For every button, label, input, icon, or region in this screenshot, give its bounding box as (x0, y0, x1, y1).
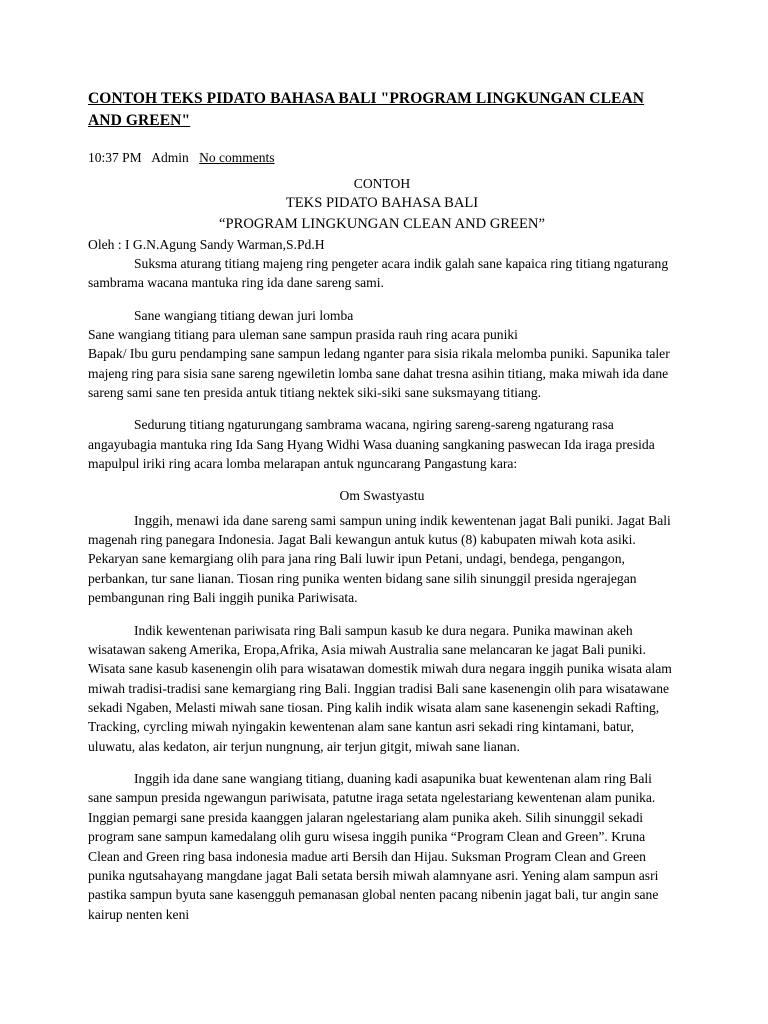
salutation-om-swastyastu: Om Swastyastu (339, 488, 425, 504)
spacer (88, 293, 676, 306)
paragraph-5: Sedurung titiang ngaturungang sambrama wacana, ngiring sareng-sareng ngaturang rasa angayubagia mantuka ring Ida Sang Hyang Widhi Wasa duaning sangkaning paswecan Ida iraga presida mapulpul iriki ring acara lomba melarapan antuk nguncarang Pangastung kara: (88, 417, 655, 472)
post-meta (88, 149, 676, 168)
heading-line-1: CONTOH (353, 175, 411, 191)
paragraph-3: Sane wangiang titiang para uleman sane sampun prasida rauh ring acara puniki (88, 326, 518, 342)
post-author: Admin (151, 149, 189, 165)
post-time: 10:37 PM (88, 149, 142, 165)
paragraph-6: Inggih, menawi ida dane sareng sami sampun uning indik kewentenan jagat Bali puniki. Jagat Bali magenah ring panegara Indonesia. Jagat Bali kewangun antuk kutus (8) kabupaten miwah kota asiki. Pekaryan sane kemargiang olih para jana ring Bali luwir ipun Petani, undagi, bendega, pengangon, perbankan, tur sane lianan. Tiosan ring punika wenten bidang sane silih sinunggil presida ngerajegan pembangunan ring Bali inggih punika Pariwisata. (88, 512, 671, 606)
paragraph-1: Suksma aturang titiang majeng ring pengeter acara indik galah sane kapaica ring titiang ngaturang sambrama wacana mantuka ring ida dane sareng sami. (88, 255, 669, 291)
page-title: CONTOH TEKS PIDATO BAHASA BALI "PROGRAM LINGKUNGAN CLEAN AND GREEN" (88, 90, 645, 130)
spacer (88, 402, 676, 415)
heading-line-2: TEKS PIDATO BAHASA BALI (285, 195, 479, 212)
comments-link[interactable]: No comments (199, 149, 275, 165)
heading-line-3: “PROGRAM LINGKUNGAN CLEAN AND GREEN” (219, 215, 545, 232)
spacer (88, 756, 676, 769)
spacer (88, 473, 676, 486)
spacer (88, 608, 676, 621)
paragraph-4: Bapak/ Ibu guru pendamping sane sampun ledang nganter para sisia rikala melomba puniki. Sapunika taler majeng ring para sisia sane sareng ngewiletin lomba sane dahat tresna asihin titiang, maka miwah ida dane sareng sami sane ten presida antuk titiang nektek siki-siki sane suksmayang titiang. (88, 346, 670, 401)
paragraph-7: Indik kewentenan pariwisata ring Bali sampun kasub ke dura negara. Punika mawinan akeh wisatawan sakeng Amerika, Eropa,Afrika, Asia miwah Australia sane melancaran ke jagat Bali puniki. Wisata sane kasub kasenengin olih para wisatawan domestik miwah dura negara inggih punika wisata alam miwah tradisi-tradisi sane kemargiang ring Bali. Inggian tradisi Bali sane kasenengin olih para wisatawane sekadi Ngaben, Melasti miwah sane tiosan. Ping kalih indik wisata alam sane kasenengin sekadi Rafting, Tracking, cyrcling miwah nyingakin kewentenan alam sane kantun asri sekadi ring kintamani, batur, uluwatu, alas kedaton, air terjun nungnung, air terjun gitgit, miwah sane lianan. (88, 622, 672, 754)
paragraph-2: Sane wangiang titiang dewan juri lomba (134, 307, 354, 323)
byline: Oleh : I G.N.Agung Sandy Warman,S.Pd.H (88, 236, 325, 252)
paragraph-8: Inggih ida dane sane wangiang titiang, duaning kadi asapunika buat kewentenan alam ring Bali sane sampun presida ngewangun pariwisata, patutne iraga setata ngelestariang kewentenan alam punika. Inggian pemargi sane presida kaanggen jalaran ngelestariang alam punika akeh. Silih sinunggil sekadi program sane sampun kamedalang olih guru wisesa inggih punika “Program Clean and Green”. Kruna Clean and Green ring basa indonesia madue arti Bersih dan Hijau. Suksman Program Clean and Green punika ngutsahayang mangdane jagat Bali setata bersih miwah alamnyane asri. Yening alam sampun asri pastika sampun byuta sane kasengguh pemanasan global nenten pacang nibenin jagat bali, tur angin sane kairup nenten keni (88, 771, 659, 922)
